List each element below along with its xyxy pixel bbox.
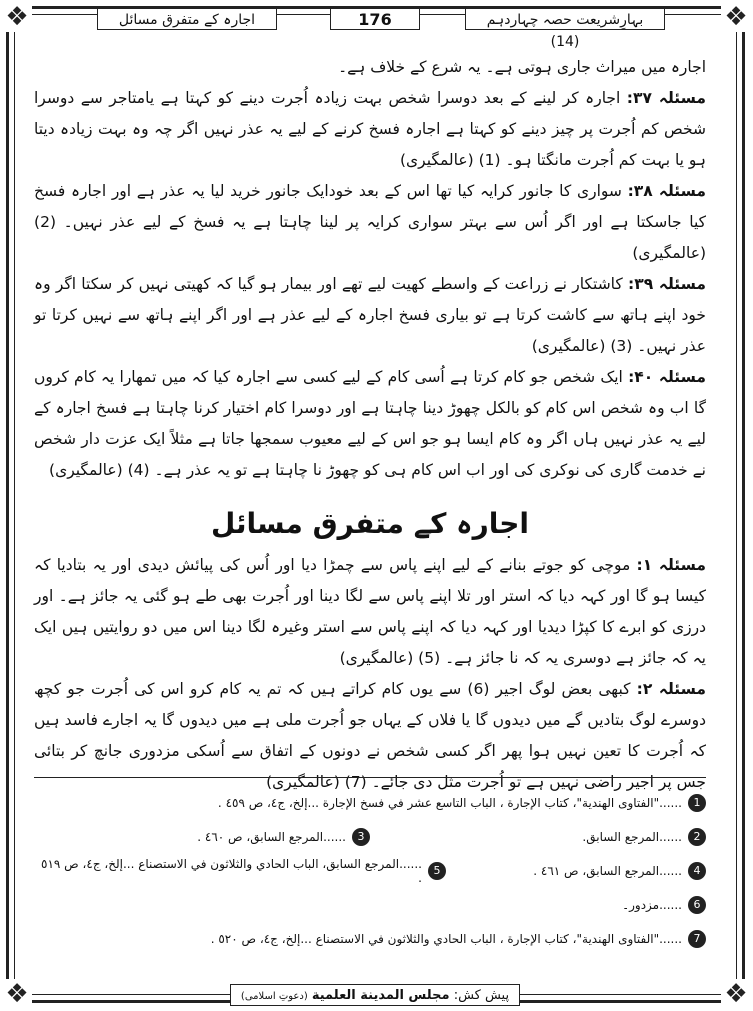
masala-label: مسئلہ ۳۷: bbox=[626, 89, 706, 107]
masala-label: مسئلہ ۱: bbox=[636, 556, 706, 574]
footer-suffix: (دعوتِ اسلامی) bbox=[240, 991, 308, 1002]
header-chapter-title: اجارہ کے متفرق مسائل bbox=[97, 8, 277, 30]
paragraph-text: موچی کو جوتے بنانے کے لیے اپنے پاس سے چمڑا دیا اور اُس کی پیائش دیدی اور یہ بتادیا کہ کیسا ہو گا اور کہہ دیا کہ استر اور تلا اپنے پاس سے لگا دینا اور اُجرت بھی طے ہو گئی یہ جائز ہے۔ اور درزی کو ابرے کا کپڑا دیدیا اور کہہ دیا کہ اپنے پاس سے استر وغیرہ لگا دینا اس میں دو روایتیں ہیں ایک یہ کہ جائز ہے دوسری یہ کہ نا جائز ہے۔ (5) (عالمگیری) bbox=[34, 556, 706, 667]
footnote-number: 3 bbox=[352, 828, 370, 846]
footnote-text: ......المرجع السابق، الباب الحادي والثلاثون في الاستصناع ...إلخ، ج٤، ص ٥١٩ . bbox=[41, 857, 422, 885]
footnotes bbox=[34, 786, 706, 956]
paragraph-text: سواری کا جانور کرایہ کیا تھا اس کے بعد خودایک جانور خرید لیا یہ عذر ہے اور اجارہ فسخ کیا جاسکتا ہے اور اگر اُس سے بہتر سواری کرایہ پر لینا چاہتا ہے یہ فسخ کے لیے عذر نہیں۔ (2) (عالمگیری) bbox=[34, 182, 706, 262]
masala-label: مسئلہ ۴۰: bbox=[628, 368, 706, 386]
paragraph bbox=[34, 83, 706, 176]
paragraph bbox=[34, 52, 706, 83]
footnote-number: 5 bbox=[428, 862, 446, 880]
footnote-row bbox=[34, 820, 706, 854]
footnote-row bbox=[34, 854, 706, 888]
page-number: 176 bbox=[330, 8, 420, 30]
masala-label: مسئلہ ۳۹: bbox=[628, 275, 706, 293]
masala-label: مسئلہ ۲: bbox=[636, 680, 706, 698]
footnote bbox=[34, 896, 706, 914]
paragraph-text: کاشتکار نے زراعت کے واسطے کھیت لیے تھے اور بیمار ہو گیا کہ کھیتی نہیں کر سکتا اگر وہ خود اپنے ہاتھ سے کاشت کرتا ہے تو بیاری فسخ اجارہ کے لیے عذر ہے اور اگر اپنے ہاتھ سے نہیں کرتا تو عذر نہیں۔ (3) (عالمگیری) bbox=[34, 275, 706, 355]
footnote-row bbox=[34, 888, 706, 922]
publisher-footer bbox=[230, 984, 520, 1006]
paragraph bbox=[34, 176, 706, 269]
footnote-number: 2 bbox=[688, 828, 706, 846]
paragraph-text: ایک شخص جو کام کرتا ہے اُسی کام کے لیے کسی سے اجارہ کیا کہ میں تمھارا یہ کام کروں گا اب وہ شخص اس کام کو بالکل چھوڑ دینا چاہتا ہے اور دوسرا کام اختیار کرنا چاہتا ہے فسخ اجارہ کے لیے یہ عذر نہیں ہاں اگر وہ کام ایسا ہو جو اس کے لیے معیوب سمجھا جاتا ہے مثلاً ایک عزت دار شخص نے خدمت گاری کی نوکری کی اور اب اس کام ہی کو چھوڑ نا چاہتا ہے تو یہ عذر ہے۔ (4) (عالمگیری) bbox=[34, 368, 706, 479]
footer-prefix: پیش کش: bbox=[453, 988, 510, 1003]
paragraph bbox=[34, 362, 706, 486]
footnote bbox=[34, 930, 706, 948]
paragraph-text: اجارہ کر لینے کے بعد دوسرا شخص بہت زیادہ اُجرت دینے کو کہتا ہے یامتاجر سے دوسرا شخص کم اُجرت پر چیز دینے کو کہتا ہے اجارہ فسخ کرنے کے لیے یہ عذر نہیں اگر چہ وہ بہت زیادہ دیتا ہو یا بہت کم اُجرت مانگتا ہو۔ (1) (عالمگیری) bbox=[34, 89, 706, 169]
footnote-number: 7 bbox=[688, 930, 706, 948]
footnote-number: 4 bbox=[688, 862, 706, 880]
paragraph bbox=[34, 674, 706, 798]
paragraph-text: اجارہ میں میراث جاری ہوتی ہے۔ یہ شرع کے خلاف ہے۔ bbox=[338, 58, 706, 76]
footnote-text: ......المرجع السابق. bbox=[582, 830, 682, 844]
footnote-row bbox=[34, 786, 706, 820]
header-book-title: بہارِشریعت حصہ چہاردہم (14) bbox=[465, 8, 665, 30]
footnote-text: ......المرجع السابق، ص ٤٦١ . bbox=[533, 864, 682, 878]
footnote-text: ......"الفتاوى الهندية"، كتاب الإجارة ، الباب الحادي والثلاثون في الاستصناع ...إلخ، ج٤، ص ٥٢٠ . bbox=[210, 932, 682, 946]
corner-ornament-icon: ❖ bbox=[2, 979, 32, 1009]
section-heading: اجارہ کے متفرق مسائل bbox=[211, 507, 529, 540]
corner-ornament-icon: ❖ bbox=[721, 979, 751, 1009]
footnote bbox=[34, 857, 446, 885]
corner-ornament-icon: ❖ bbox=[2, 2, 32, 32]
footnote-text: ......مزدور۔ bbox=[622, 898, 682, 912]
corner-ornament-icon: ❖ bbox=[721, 2, 751, 32]
footnote-row bbox=[34, 922, 706, 956]
footnote-text: ......"الفتاوى الهندية"، كتاب الإجارة ، الباب التاسع عشر في فسخ الإجارة ...إلخ، ج٤، ص ٤٥٩ . bbox=[217, 796, 682, 810]
paragraph bbox=[34, 269, 706, 362]
footnote-number: 1 bbox=[688, 794, 706, 812]
masala-label: مسئلہ ۳۸: bbox=[627, 182, 706, 200]
footnote-number: 6 bbox=[688, 896, 706, 914]
footnote-divider bbox=[34, 777, 706, 778]
footnote bbox=[34, 828, 370, 846]
footnote bbox=[446, 862, 706, 880]
paragraph bbox=[34, 550, 706, 674]
page-header bbox=[45, 6, 708, 50]
paragraph-text: کبھی بعض لوگ اجیر (6) سے یوں کام کراتے ہیں کہ تم یہ کام کرو اس کی اُجرت جو کچھ دوسرے لوگ بتادیں گے میں دیدوں گا یا فلاں کے یہاں جو اُجرت ملی ہے میں دیدوں گا یہ اجارے فاسد ہیں کہ اُجرت کا تعین نہیں ہوا پھر اگر کسی شخص نے دونوں کے اتفاق سے اُسکی مزدوری جانچ کر بتائی جس پر اجیر راضی نہیں ہے تو اُجرت مثل دی جائے۔ (7) (عالمگیری) bbox=[34, 680, 706, 791]
footnote bbox=[34, 794, 706, 812]
footnote-text: ......المرجع السابق، ص ٤٦٠ . bbox=[197, 830, 346, 844]
footer-publisher: مجلس المدينة العلمية bbox=[311, 988, 450, 1003]
main-text bbox=[34, 52, 706, 798]
footnote bbox=[370, 828, 706, 846]
